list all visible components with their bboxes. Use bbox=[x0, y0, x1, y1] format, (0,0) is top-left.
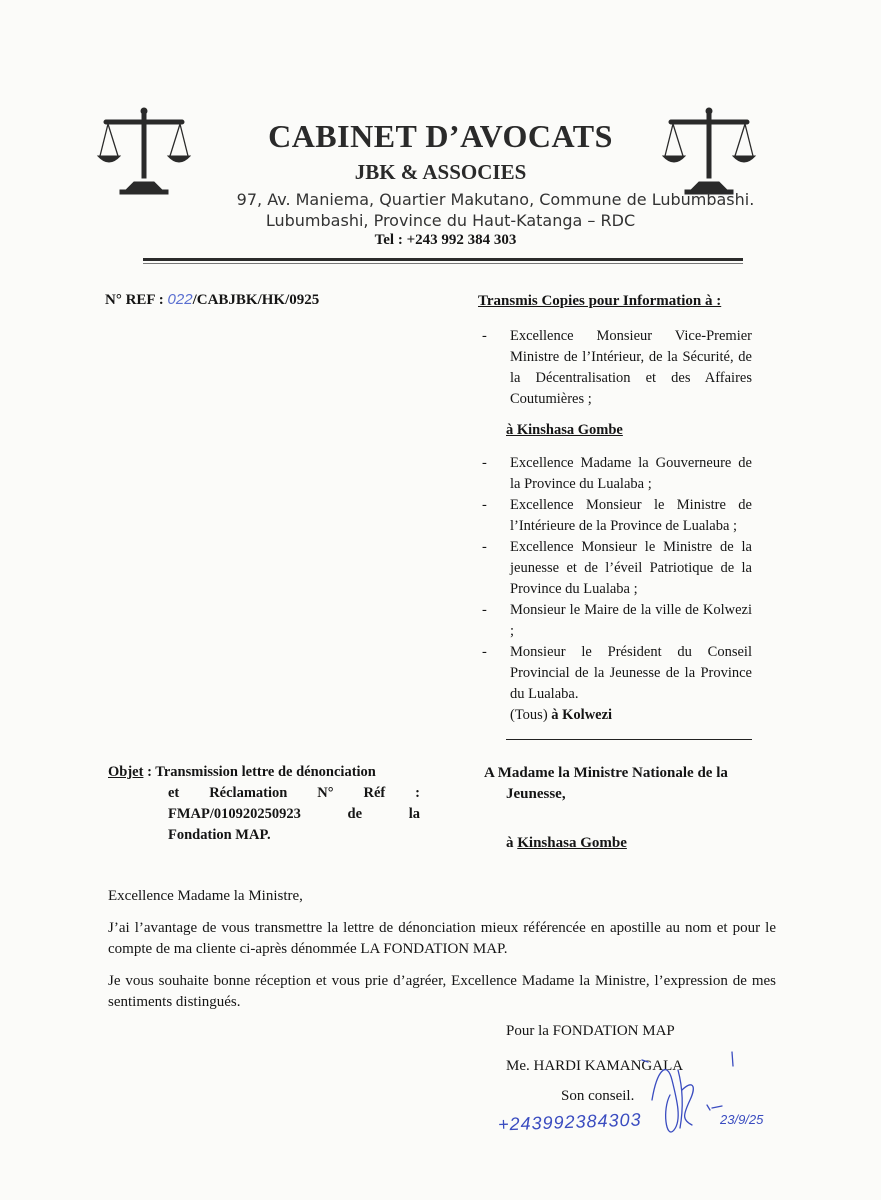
list-item-text: Monsieur le Président du Conseil Provincial de la Jeunesse de la Province du Lualaba. bbox=[510, 644, 752, 702]
recipient-block bbox=[484, 763, 774, 805]
subject-label: Objet bbox=[108, 764, 144, 780]
subject-line-3: FMAP/010920250923 de la bbox=[168, 806, 420, 822]
firm-name: CABINET D’AVOCATS bbox=[268, 118, 613, 154]
subject-block bbox=[108, 762, 420, 846]
list-item: - Excellence Monsieur le Ministre de l’Intérieure de la Province de Lualaba ; bbox=[482, 497, 752, 534]
subject-separator: : bbox=[143, 764, 156, 780]
list-item-text: Excellence Monsieur Vice-Premier Ministre de l’Intérieur, de la Sécurité, de la Décentralisation et des Affaires Coutumières ; bbox=[510, 328, 752, 407]
copies-separator bbox=[506, 739, 752, 740]
recipient-location bbox=[506, 835, 627, 852]
header-rule-thin bbox=[143, 263, 743, 264]
copies-location-kolwezi bbox=[482, 705, 752, 726]
signature-org: Pour la FONDATION MAP bbox=[506, 1023, 675, 1039]
handwritten-signature bbox=[612, 1040, 772, 1140]
recipient-location-city: Kinshasa Gombe bbox=[517, 835, 627, 851]
reference-suffix: /CABJBK/HK/0925 bbox=[192, 292, 320, 308]
address-line-2: Lubumbashi, Province du Haut-Katanga – RDC bbox=[265, 211, 636, 230]
list-item: - Monsieur le Maire de la ville de Kolwezi ; bbox=[482, 602, 752, 639]
list-item: - Excellence Monsieur le Ministre de la jeunesse et de l’éveil Patriotique de la Province du Lualaba ; bbox=[482, 539, 752, 597]
telephone: Tel : +243 992 384 303 bbox=[374, 232, 517, 248]
handwritten-phone: +243992384303 bbox=[497, 1109, 642, 1135]
recipient-location-prefix: à bbox=[506, 835, 518, 851]
subject-line-4: Fondation MAP. bbox=[168, 827, 271, 843]
list-item-text: Excellence Madame la Gouverneure de la Province du Lualaba ; bbox=[510, 455, 752, 492]
reference-label: N° REF : bbox=[105, 292, 168, 308]
tous-label: (Tous) bbox=[510, 707, 552, 723]
copies-list bbox=[482, 326, 752, 726]
address-line-1: 97, Av. Maniema, Quartier Makutano, Commune de Lubumbashi. bbox=[236, 190, 755, 209]
list-item: - Excellence Monsieur Vice-Premier Ministre de l’Intérieur, de la Sécurité, de la Décentralisation et des Affaires Coutumières ; bbox=[482, 328, 752, 407]
signature-name: Me. HARDI KAMANGALA bbox=[506, 1058, 684, 1074]
list-item-text: Excellence Monsieur le Ministre de l’Intérieure de la Province de Lualaba ; bbox=[510, 497, 752, 534]
copies-location-kinshasa: à Kinshasa Gombe bbox=[506, 422, 623, 438]
body-paragraph-2: Je vous souhaite bonne réception et vous prie d’agréer, Excellence Madame la Ministre, l’expression de mes sentiments distingués. bbox=[108, 973, 776, 1010]
copies-title: Transmis Copies pour Information à : bbox=[478, 293, 722, 309]
reference-handwritten-number: 022 bbox=[167, 291, 193, 308]
body-paragraph-1: J’ai l’avantage de vous transmettre la lettre de dénonciation mieux référencée en apostille au nom et pour le compte de ma cliente ci-après dénommée LA FONDATION MAP. bbox=[108, 920, 776, 957]
list-item: - Excellence Madame la Gouverneure de la Province du Lualaba ; bbox=[482, 455, 752, 492]
signature-role: Son conseil. bbox=[561, 1088, 635, 1104]
salutation: Excellence Madame la Ministre, bbox=[108, 888, 303, 904]
list-item-text: Excellence Monsieur le Ministre de la jeunesse et de l’éveil Patriotique de la Province du Lualaba ; bbox=[510, 539, 752, 597]
reference-number bbox=[105, 291, 319, 309]
list-item-text: Monsieur le Maire de la ville de Kolwezi ; bbox=[510, 602, 752, 639]
kolwezi-label: à Kolwezi bbox=[551, 707, 613, 723]
header-rule bbox=[143, 258, 743, 261]
handwritten-date: 23/9/25 bbox=[720, 1112, 764, 1127]
recipient-line-1: A Madame la Ministre Nationale de la bbox=[484, 765, 728, 781]
subject-line-2: et Réclamation N° Réf : bbox=[168, 785, 420, 801]
firm-subtitle: JBK & ASSOCIES bbox=[354, 160, 527, 184]
list-item: - Monsieur le Président du Conseil Provincial de la Jeunesse de la Province du Lualaba. bbox=[482, 644, 752, 702]
recipient-line-2: Jeunesse, bbox=[506, 786, 566, 802]
subject-line-1: Transmission lettre de dénonciation bbox=[155, 764, 376, 780]
